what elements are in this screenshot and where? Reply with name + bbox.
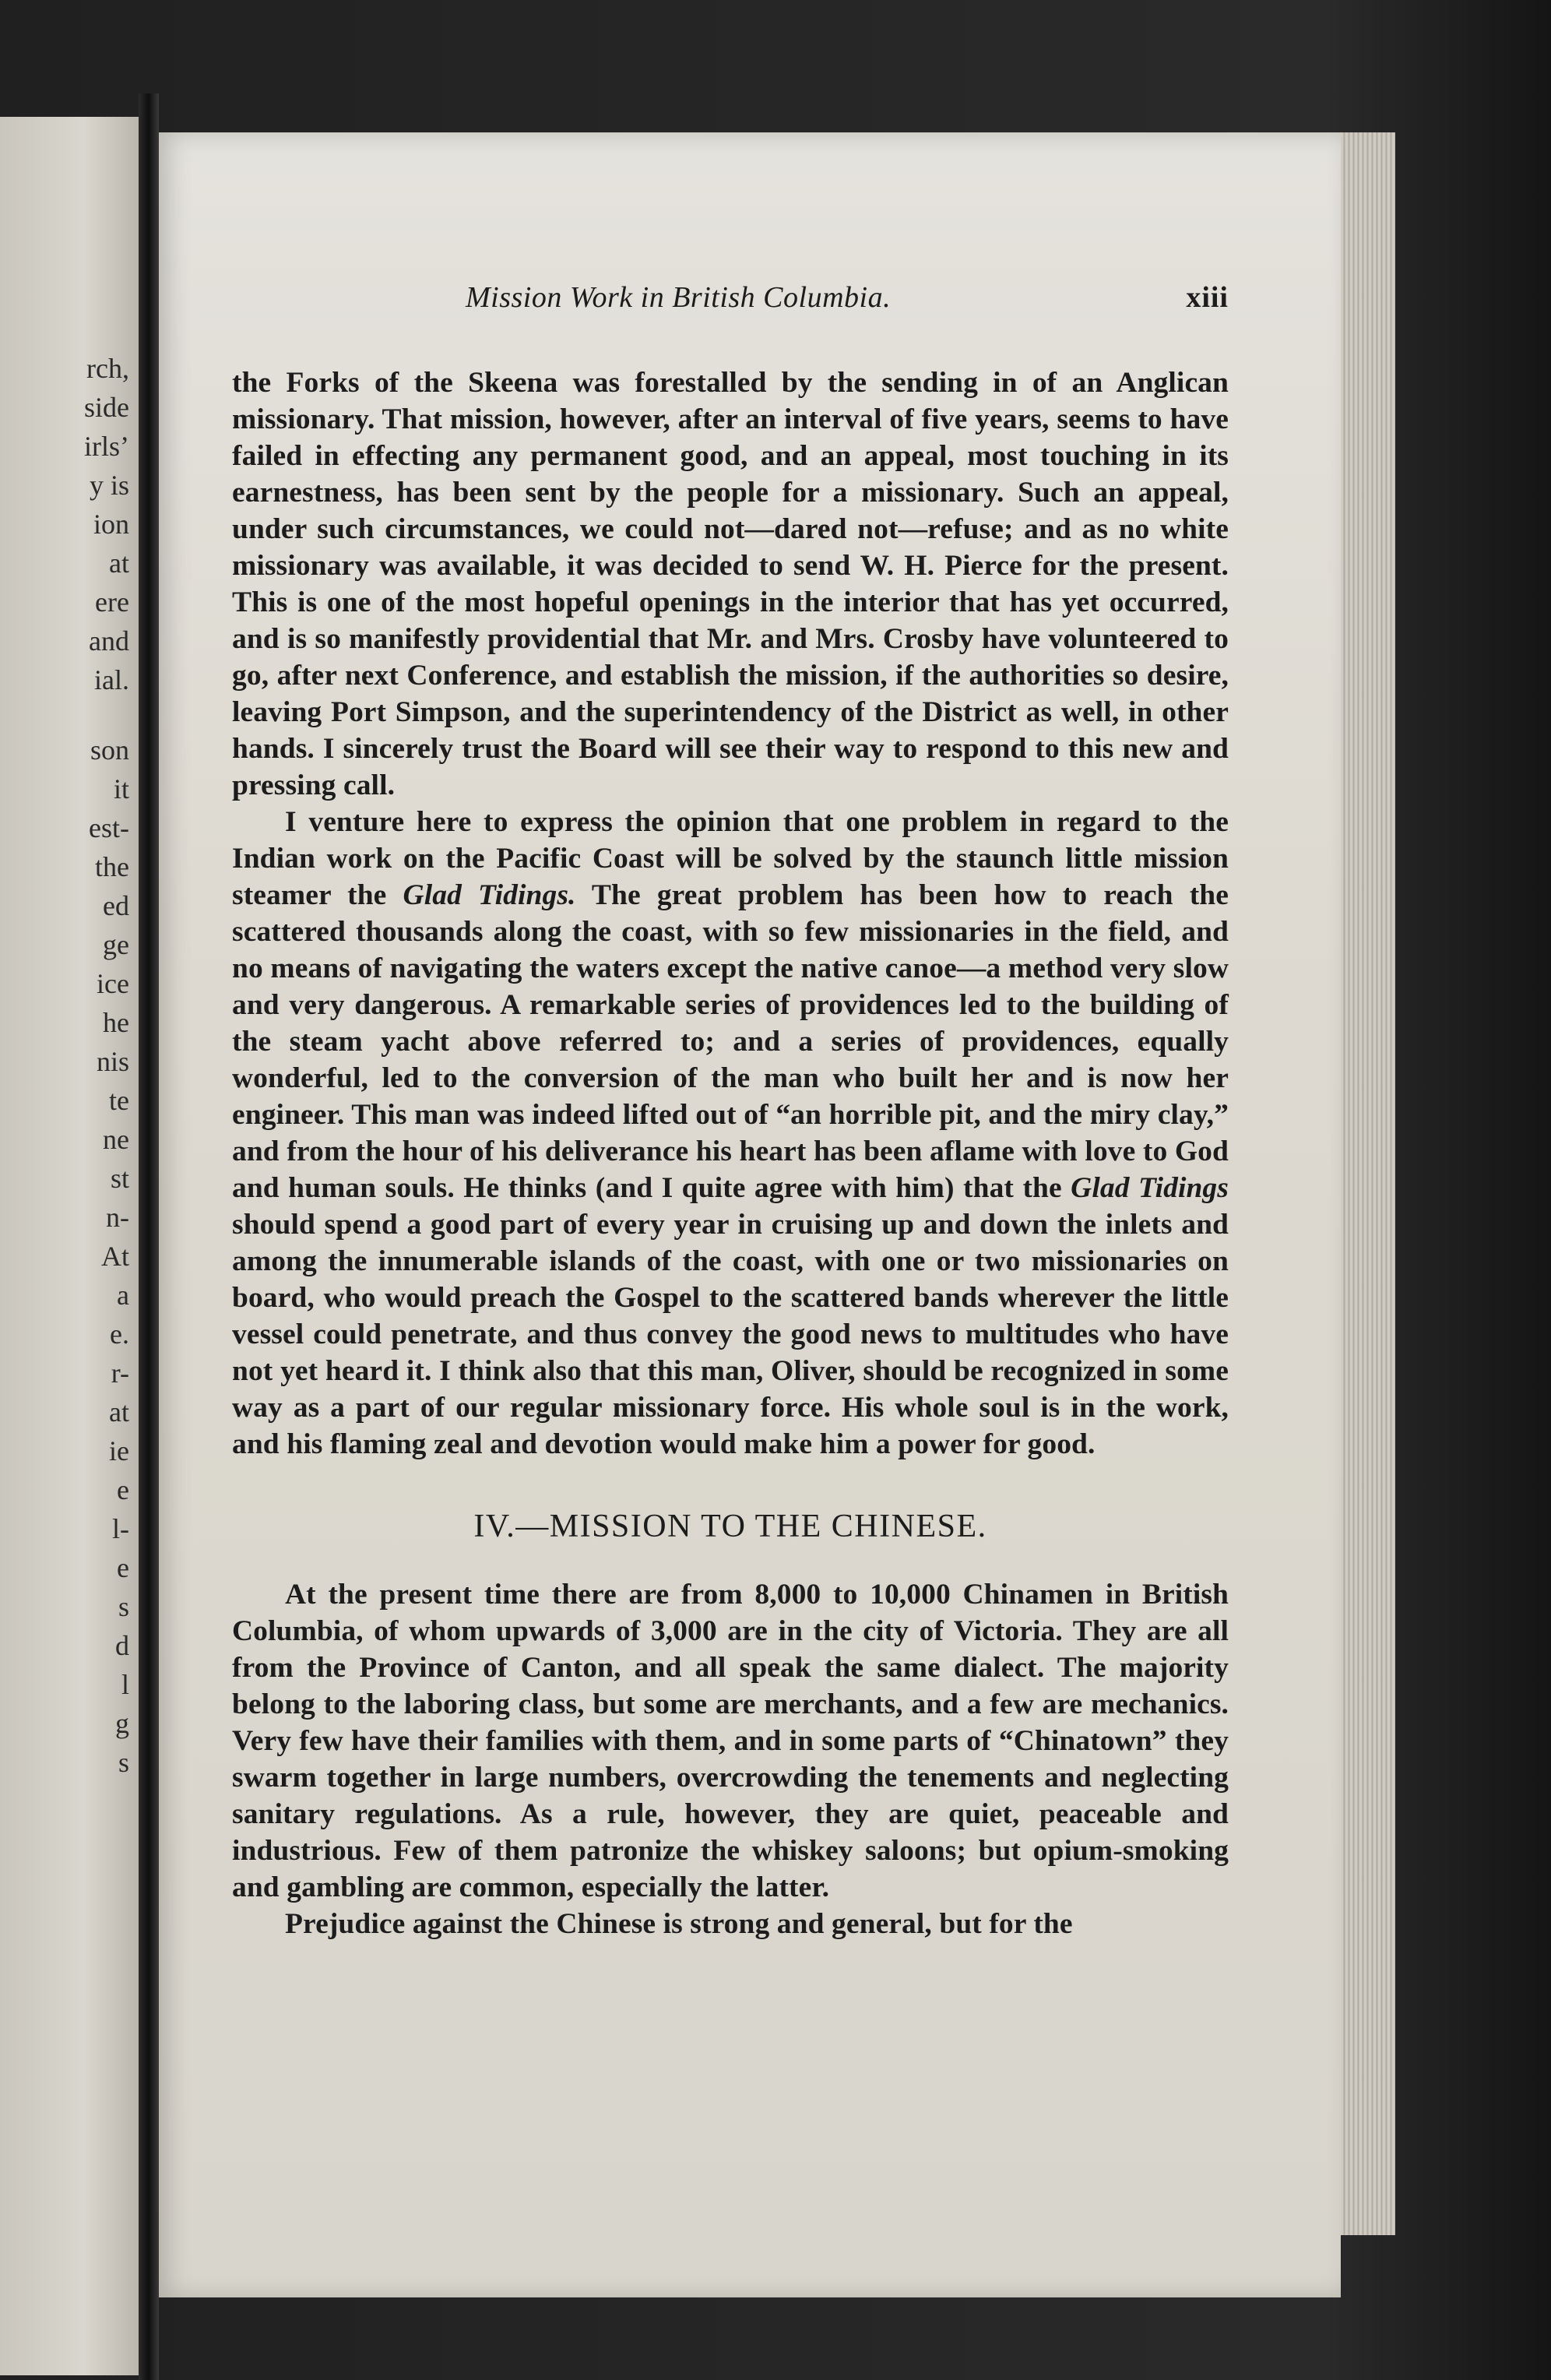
book-gutter: [139, 93, 159, 2380]
facing-page-fragment: ial.: [94, 664, 129, 695]
ship-name-italic: Glad Tidings.: [403, 879, 576, 911]
facing-page-fragment: side: [84, 392, 129, 423]
page-text-block: [232, 280, 1229, 1942]
section-heading: IV.—MISSION TO THE CHINESE.: [473, 1509, 987, 1544]
facing-page-fragment: l: [121, 1669, 129, 1700]
paragraph-continued: the Forks of the Skeena was forestalled by the sending in of an Anglican missionary. That mission, however, after an interval of five years, seems to have failed in effecting any permanent good, and an appeal, most touching in its earnestness, has been sent by the people for a missionary. Such an appeal, under such circumstances, we could not—dared not—refuse; and as no white missionary was available, it was decided to send W. H. Pierce for the present. This is one of the most hopeful openings in the interior that has yet occurred, and is so manifestly providential that Mr. and Mrs. Crosby have volunteered to go, after next Conference, and establish the mission, if the authorities so desire, leaving Port Simpson, and the superintendency of the District as well, in other hands. I sincerely trust the Board will see their way to respond to this new and pressing call.: [232, 367, 1229, 801]
facing-page-fragment: At: [101, 1241, 129, 1272]
running-title: Mission Work in British Columbia.: [466, 281, 892, 314]
ship-name-italic: Glad Tidings: [1071, 1172, 1229, 1204]
facing-page-fragment: s: [118, 1591, 129, 1622]
facing-page-fragment: st: [110, 1163, 129, 1194]
paragraph-chinese-population: At the present time there are from 8,000 to 10,000 Chinamen in British Columbia, of whom upwards of 3,000 are in the city of Victoria. They are all from the Province of Canton, and all speak the same dialect. The majority belong to the laboring class, but some are merchants, and a few are mechanics. Very few have their families with them, and in some parts of “Chinatown” they swarm together in large numbers, overcrowding the tenements and neglecting sanitary regulations. As a rule, however, they are quiet, peaceable and industrious. Few of them patronize the whiskey saloons; but opium-smoking and gambling are common, especially the latter.: [232, 1579, 1229, 1903]
facing-page-fragment: rch,: [86, 353, 129, 384]
facing-page-fragment: s: [118, 1747, 129, 1778]
facing-page-fragment: nis: [96, 1046, 129, 1077]
facing-page-fragment: e: [117, 1552, 129, 1583]
facing-page-fragment: ice: [97, 968, 129, 999]
facing-page-edge: [0, 117, 140, 2375]
facing-page-fragment: ne: [103, 1124, 129, 1155]
facing-page-fragment: ie: [109, 1435, 129, 1466]
facing-page-fragment: est-: [89, 812, 129, 843]
facing-page-fragment: l-: [112, 1513, 129, 1544]
facing-page-fragment: d: [115, 1630, 129, 1661]
paragraph-prejudice: Prejudice against the Chinese is strong and general, but for the: [285, 1908, 1073, 1940]
facing-page-fragment: e: [117, 1474, 129, 1505]
paragraph-glad-tidings: [232, 804, 1229, 1463]
paragraph-text: should spend a good part of every year in cruising up and down the inlets and among the innumerable islands of the coast, with one or two missionaries on board, who would preach the Gospel to the scattered bands wherever the little vessel could penetrate, and thus convey the good news to multitudes who have not yet heard it. I think also that this man, Oliver, should be recognized in some way as a part of our regular missionary force. His whole soul is in the work, and his flaming zeal and devotion would make him a power for good.: [232, 1209, 1229, 1460]
facing-page-fragment: a: [117, 1280, 129, 1311]
facing-page-fragment: ion: [93, 509, 129, 540]
facing-page-fragment: irls’: [84, 431, 129, 462]
facing-page-fragment: son: [90, 734, 129, 766]
facing-page-fragment: it: [113, 773, 129, 804]
facing-page-fragment: n-: [106, 1202, 129, 1233]
page-edge-stack: [1341, 132, 1395, 2235]
facing-page-fragment: te: [109, 1085, 129, 1116]
paragraph-text: I venture here to express the opinion that one problem in regard to the Indian work on the Pacific Coast will be solved by the staunch little mission steamer the: [232, 806, 1229, 911]
facing-page-fragment: ed: [103, 890, 129, 921]
facing-page-fragment: r-: [111, 1357, 129, 1389]
paragraph-text: The great problem has been how to reach the scattered thousands along the coast, with so few missionaries in the field, and no means of navigating the waters except the native canoe—a method very slow and very dangerous. A remarkable series of providences led to the building of the steam yacht above referred to; and a series of providences, equally wonderful, led to the conversion of the man who built her and is now her engineer. This man was indeed lifted out of “an horrible pit, and the miry clay,” and from the hour of his deliverance his heart has been aflame with love to God and human souls. He thinks (and I quite agree with him) that the: [232, 879, 1229, 1204]
page-number: xiii: [1186, 281, 1229, 314]
facing-page-fragment: ere: [95, 586, 129, 618]
running-header: [232, 280, 1229, 327]
facing-page-fragment: and: [89, 625, 129, 657]
facing-page-fragment: y is: [89, 470, 129, 501]
facing-page-fragment: the: [95, 851, 129, 882]
facing-page-fragment: ge: [103, 929, 129, 960]
facing-page-fragment: at: [109, 1396, 129, 1428]
facing-page-fragment: g: [115, 1708, 129, 1739]
facing-page-fragment: at: [109, 547, 129, 579]
facing-page-fragment: he: [103, 1007, 129, 1038]
facing-page-fragment: e.: [110, 1319, 129, 1350]
